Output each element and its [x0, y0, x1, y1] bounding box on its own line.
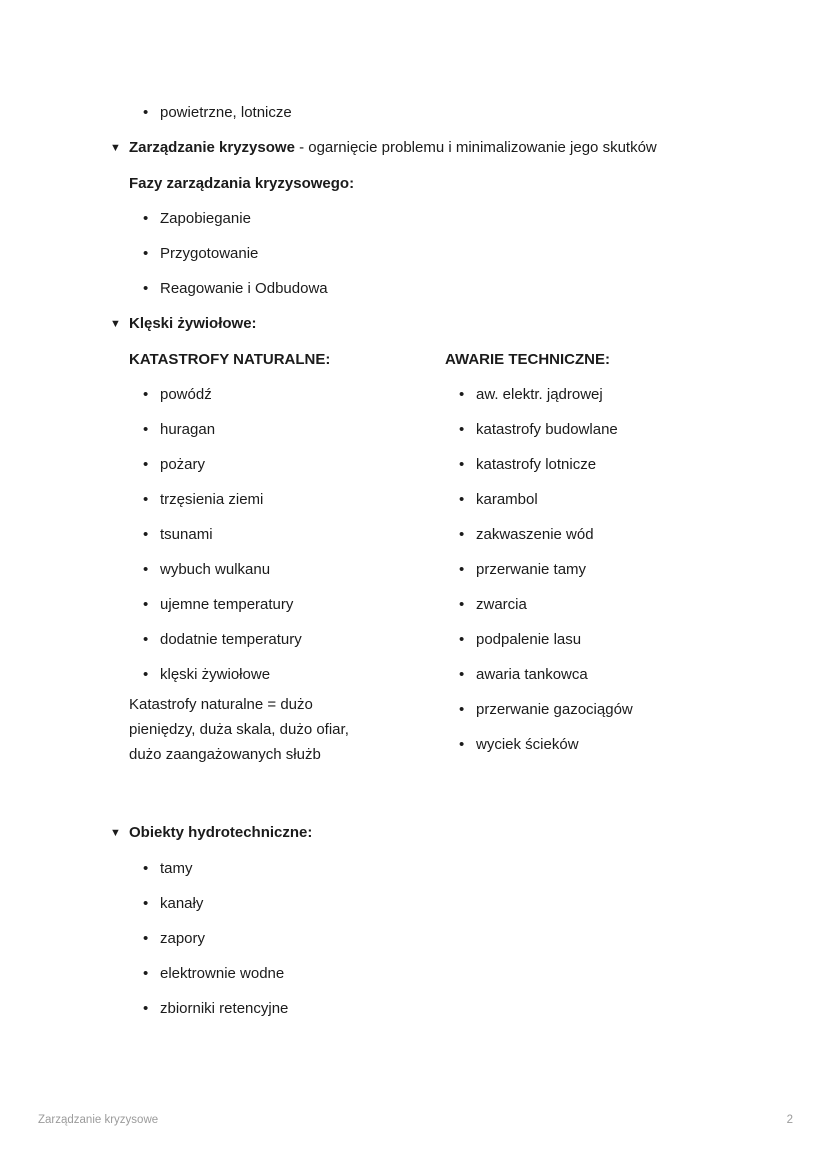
- list-item: • pożary: [129, 447, 445, 482]
- list-item: • dodatnie temperatury: [129, 622, 445, 657]
- page-footer: [38, 1114, 793, 1126]
- list-item: • awaria tankowca: [445, 657, 738, 692]
- list-item: • wyciek ścieków: [445, 727, 738, 762]
- leading-list-block: [129, 95, 738, 130]
- list-item: • zwarcia: [445, 587, 738, 622]
- list-item: • przerwanie gazociągów: [445, 692, 738, 727]
- list-item: • powódź: [129, 377, 445, 412]
- list-item: • kanały: [129, 886, 738, 921]
- hydro-block: [129, 851, 738, 1026]
- list-item: • zbiorniki retencyjne: [129, 991, 738, 1026]
- phases-heading: Fazy zarządzania kryzysowego:: [129, 175, 355, 192]
- toggle-down-icon: ▼: [110, 827, 121, 839]
- note-line: pieniędzy, duża skala, dużo ofiar,: [129, 721, 349, 738]
- two-column-section: [129, 342, 738, 767]
- list-item: • wybuch wulkanu: [129, 552, 445, 587]
- natural-catastrophes-heading: KATASTROFY NATURALNE:: [129, 351, 331, 368]
- list-item: • Przygotowanie: [129, 236, 738, 271]
- list-item: • tsunami: [129, 517, 445, 552]
- list-item: • Zapobieganie: [129, 201, 738, 236]
- toggle-natural-disasters: [110, 306, 738, 342]
- toggle-hydrotechnical-objects: [110, 815, 738, 851]
- footer-document-title: Zarządzanie kryzysowe: [38, 1114, 159, 1126]
- list-item: • aw. elektr. jądrowej: [445, 377, 738, 412]
- toggle-disasters-title: Klęski żywiołowe:: [129, 315, 257, 332]
- toggle-hydro-title: Obiekty hydrotechniczne:: [129, 824, 313, 841]
- list-item: • Reagowanie i Odbudowa: [129, 271, 738, 306]
- toggle-down-icon: ▼: [110, 142, 121, 154]
- note-line: dużo zaangażowanych służb: [129, 746, 321, 763]
- list-item: • huragan: [129, 412, 445, 447]
- column-natural-catastrophes: [129, 342, 445, 767]
- list-item: • elektrownie wodne: [129, 956, 738, 991]
- column-technical-failures: [445, 342, 738, 762]
- leading-bullet-list: [129, 95, 738, 130]
- natural-catastrophes-list: [129, 377, 445, 692]
- list-item: • ujemne temperatury: [129, 587, 445, 622]
- phases-list: [129, 201, 738, 306]
- list-item: • karambol: [445, 482, 738, 517]
- list-item: • katastrofy lotnicze: [445, 447, 738, 482]
- technical-failures-list: [445, 377, 738, 762]
- list-item: • podpalenie lasu: [445, 622, 738, 657]
- toggle-crisis-management: [110, 130, 738, 166]
- crisis-phases-block: [129, 166, 738, 306]
- list-item: • zapory: [129, 921, 738, 956]
- toggle-down-icon: ▼: [110, 318, 121, 330]
- footer-page-number: 2: [786, 1114, 793, 1126]
- hydro-list: [129, 851, 738, 1026]
- list-item: • klęski żywiołowe: [129, 657, 445, 692]
- list-item: • zakwaszenie wód: [445, 517, 738, 552]
- list-item: • katastrofy budowlane: [445, 412, 738, 447]
- list-item: • powietrzne, lotnicze: [129, 95, 738, 130]
- list-item: • trzęsienia ziemi: [129, 482, 445, 517]
- natural-catastrophes-note: [129, 692, 445, 767]
- list-item: • przerwanie tamy: [445, 552, 738, 587]
- note-line: Katastrofy naturalne = dużo: [129, 696, 313, 713]
- list-item: • tamy: [129, 851, 738, 886]
- toggle-crisis-description: - ogarnięcie problemu i minimalizowanie jego skutków: [294, 139, 657, 156]
- technical-failures-heading: AWARIE TECHNICZNE:: [445, 351, 610, 368]
- toggle-crisis-title: Zarządzanie kryzysowe: [129, 139, 295, 156]
